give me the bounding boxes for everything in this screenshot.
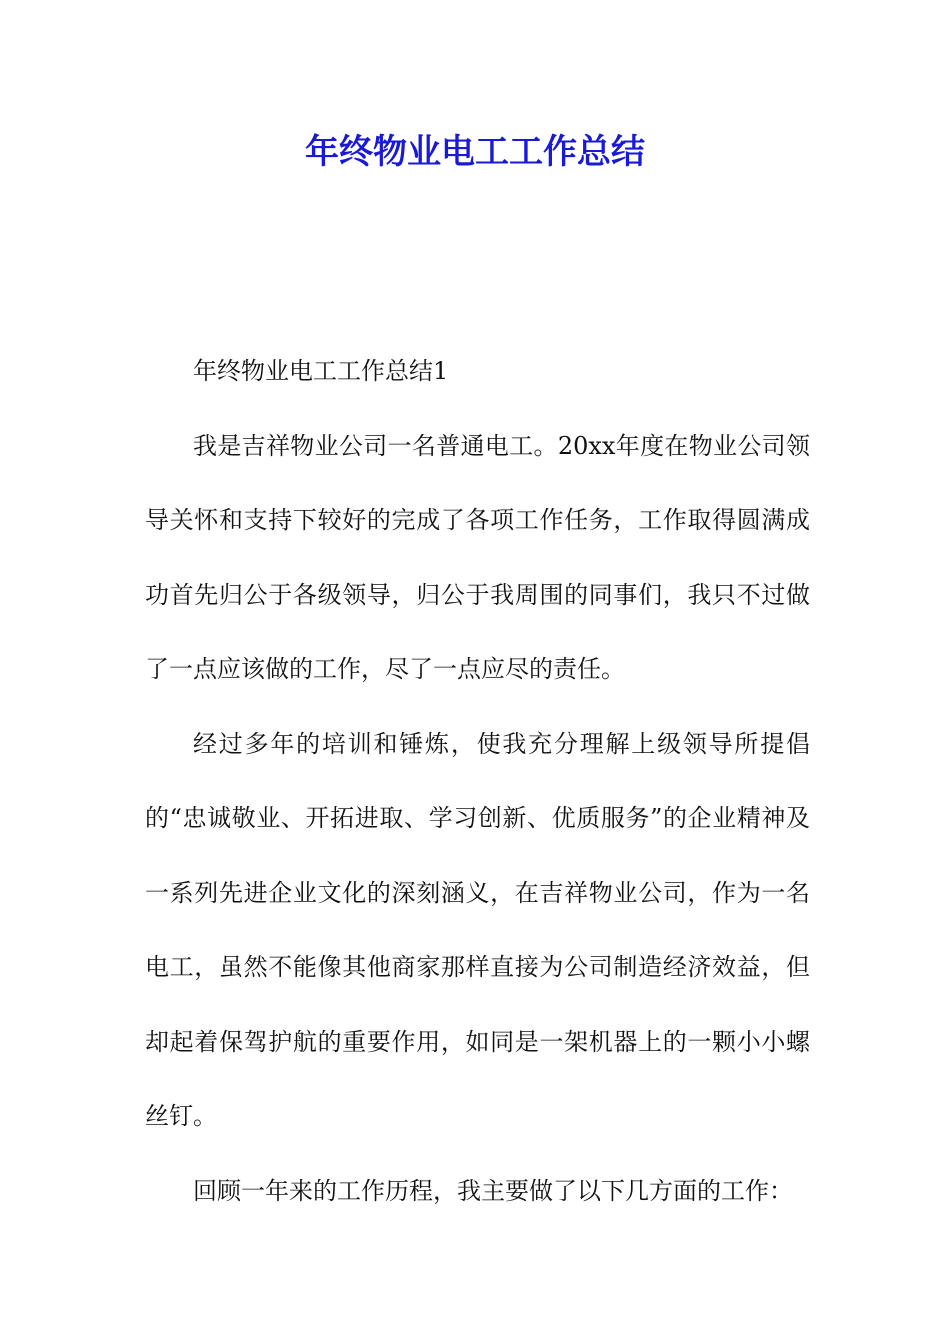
paragraph-review: 回顾一年来的工作历程，我主要做了以下几方面的工作：	[193, 1176, 793, 1205]
section-heading: 年终物业电工工作总结1	[193, 357, 449, 385]
document-title: 年终物业电工工作总结	[305, 132, 645, 172]
paragraph-experience: 经过多年的培训和锤炼，使我充分理解上级领导所提倡的“忠诚敬业、开拓进取、学习创新、优质服务”的企业精神及一系列先进企业文化的深刻涵义，在吉祥物业公司，作为一名电工，虽然不能像其他商家那样直接为公司制造经济效益，但却起着保驾护航的重要作用，如同是一架机器上的一颗小小螺丝钉。	[145, 729, 810, 1130]
paragraph-intro: 我是吉祥物业公司一名普通电工。20xx年度在物业公司领导关怀和支持下较好的完成了各项工作任务，工作取得圆满成功首先归公于各级领导，归公于我周围的同事们，我只不过做了一点应该做的工作，尽了一点应尽的责任。	[145, 431, 810, 683]
document-body	[145, 334, 810, 1228]
